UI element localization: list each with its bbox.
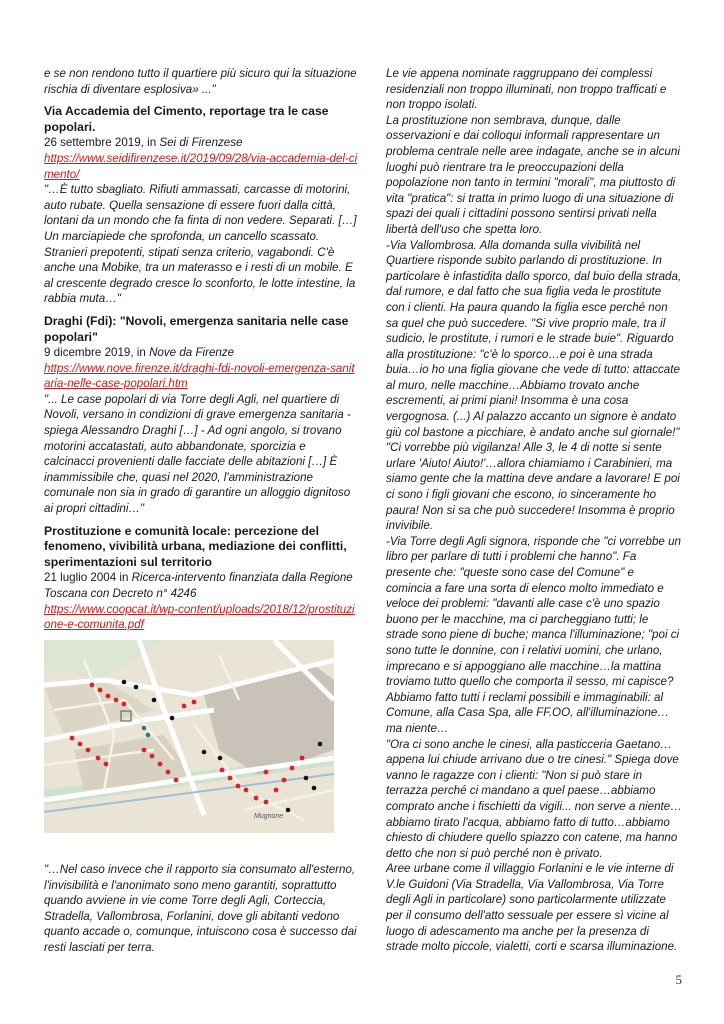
article2-date: 9 dicembre 2019, in: [44, 346, 150, 360]
article2-meta: [44, 345, 358, 361]
article1-quote: "…È tutto sbagliato. Rifiuti ammassati, carcasse di motorini, auto rubate. Quella sensazione di essere fuori dalla città, lontani da un mondo che fa finta di non vedere. Separati. […] Un marciapiede che sprofonda, un cancello scassato. Stranieri prepotenti, stipati senza criterio, vagabondi. C'è anche una Mobike, tra un materasso e i resti di un mobile. E al crescente degrado cresce lo sconforto, le lotte intestine, la rabbia muta…": [44, 183, 357, 306]
page-number: 5: [675, 972, 682, 987]
left-column: [44, 66, 358, 633]
closing-quote: "…Nel caso invece che il rapporto sia consumato all'esterno, l'invisibilità e l'anonimato sono meno garantiti, soprattutto quando avviene in vie come Torre degli Agli, Corteccia, Stradella, Vallombrosa, Forlanini, dove gli abitanti vedono quanto accade o, comunque, intuiscono cosa è successo dai resti lasciati per terra.: [44, 863, 357, 954]
map-street-label: Mugnone: [254, 813, 284, 820]
right-paragraph-3: -Via Vallombrosa. Alla domanda sulla vivibilità nel Quartiere risponde subito parlando di prostituzione. In particolare è infastidita dallo sporco, dal buio della strada, dal rumore, e dal fatto che sua figlia veda le prostitute con i clienti. Ha paura quando la figlia esce perché non sa quel che può succedere. "Si vive proprio male, tra il sudicio, le prostitute, i rumori e le strade buie". Riguardo alla prostituzione: "c'è lo sporco…e poi è una strada buia…io ho una figlia giovane che vede di tutto: attaccate al muro, nelle macchine…Abbiamo trovato anche escrementi, ai primi piani! Insomma è una cosa vergognosa. (...) Al palazzo accanto un signore è andato giù col bastone a picchiare, è andato anche sul giornale!" "Ci vorrebbe più vigilanza! Alle 3, le 4 di notte si sente urlare 'Aiuto! Aiuto!'…allora chiamiamo i Carabinieri, ma siamo gente che la mattina deve andare a lavorare! E poi ci sono i figli giovani che escono, io sinceramente ho paura! Non si sa che può succedere! Insomma è proprio invivibile.: [386, 238, 682, 533]
article3-source: Ricerca-intervento finanziata dalla Regione Toscana con Decreto n° 4246: [44, 571, 353, 600]
article2-quote: "... Le case popolari di via Torre degli Agli, nel quartiere di Novoli, versano in condizioni di grave emergenza sanitaria - spiega Alessandro Draghi […] - Ad ogni angolo, si trovano motorini accatastati, auto abbandonate, sporcizia e calcinacci provenienti dalle facciate delle abitazioni […] È inammissibile che, quasi nel 2020, l'amministrazione comunale non sia in grado di garantire un alloggio dignitoso ai propri cittadini…": [44, 392, 351, 516]
article1-link[interactable]: https://www.seidifirenzese.it/2019/09/28/via-accademia-del-cimento/: [44, 151, 358, 181]
right-paragraph-1: Le vie appena nominate raggruppano dei complessi residenziali non troppo illuminati, non troppo trafficati e non troppo isolati.: [386, 67, 667, 112]
neighborhood-map: [44, 640, 334, 833]
article3-link[interactable]: https://www.coopcat.it/wp-content/uploads/2018/12/prostituzione-e-comunita.pdf: [44, 602, 355, 632]
right-paragraph-2: La prostituzione non sembrava, dunque, dalle osservazioni e dai colloqui informali rappresentare un problema centrale nelle aree indagate, anche se in alcuni luoghi può rientrare tra le preoccupazioni della popolazione non tanto in termini "morali", ma piuttosto di vita "pratica": si tratta in primo luogo di una situazione di spazi dei quali i cittadini possono sentirsi privati nella libertà dell'uso che spetta loro.: [386, 113, 680, 236]
article1-source: Sei di Firenzese: [159, 136, 243, 150]
right-paragraph-5: "Ora ci sono anche le cinesi, alla pasticceria Gaetano… appena lui chiude arrivano due o tre cinesi." Spiega dove vanno le ragazze con i clienti: "Non si può stare in terrazza perché ci mandano a quel paese…abbiamo comprato anche i fischietti da vigili... non serve a niente…abbiamo tirato l'acqua, abbiamo fatto di tutto…abbiamo chiesto di chiudere quello spiazzo con catene, ma hanno detto che non si può perché non è privato.: [386, 737, 682, 860]
article2-link[interactable]: https://www.nove.firenze.it/draghi-fdi-novoli-emergenza-sanitaria-nelle-case-popolari.htm: [44, 361, 355, 391]
article2-source: Nove da Firenze: [149, 346, 235, 360]
right-paragraph-6: Aree urbane come il villaggio Forlanini e le vie interne di V.le Guidoni (Via Stradella, Via Vallombrosa, Via Torre degli Agli in particolare) sono particolarmente utilizzate per il consumo dell'atto sessuale per essere sì vicine al luogo di adescamento ma anche per la presenza di strade molto piccole, vialetti, corti e scarsa illuminazione.: [386, 862, 678, 954]
article3-date: 21 luglio 2004 in: [44, 571, 132, 585]
article3-meta: [44, 570, 358, 601]
article1-meta: [44, 135, 358, 151]
article1-date: 26 settembre 2019, in: [44, 136, 160, 150]
article1-title: Via Accademia del Cimento, reportage tra le case popolari.: [44, 104, 329, 134]
right-paragraph-4: -Via Torre degli Agli signora, risponde che "ci vorrebbe un libro per parlare di tutti i problemi che hanno". Fa presente che: "queste sono case del Comune" e comincia a fare una sorta di elenco molto immediato e veloce dei problemi: "davanti alle case c'è uno spazio buono per le macchine, ma ci parcheggiano tutti; le strade sono piene di buche; manca l'illuminazione; "poi ci sono tutte le donnine, con i relativi uomini, che urlano, imprecano e si appoggiano alle macchine…la mattina troviamo tutto quello che comporta il sesso, mi capisce? Abbiamo fatto tutti i reclami possibili e immaginabili: al Comune, alla Casa Spa, alle FF.OO, all'illuminazione…ma niente…: [386, 534, 681, 735]
article3-title: Prostituzione e comunità locale: percezione del fenomeno, vivibilità urbana, mediazione dei conflitti, sperimentazioni sul territorio: [44, 523, 347, 569]
intro-quote: e se non rendono tutto il quartiere più sicuro qui la situazione rischia di diventare esplosiva» ...": [44, 67, 357, 96]
article2-title: Draghi (Fdi): "Novoli, emergenza sanitaria nelle case popolari": [44, 313, 349, 344]
right-column: [386, 66, 682, 955]
